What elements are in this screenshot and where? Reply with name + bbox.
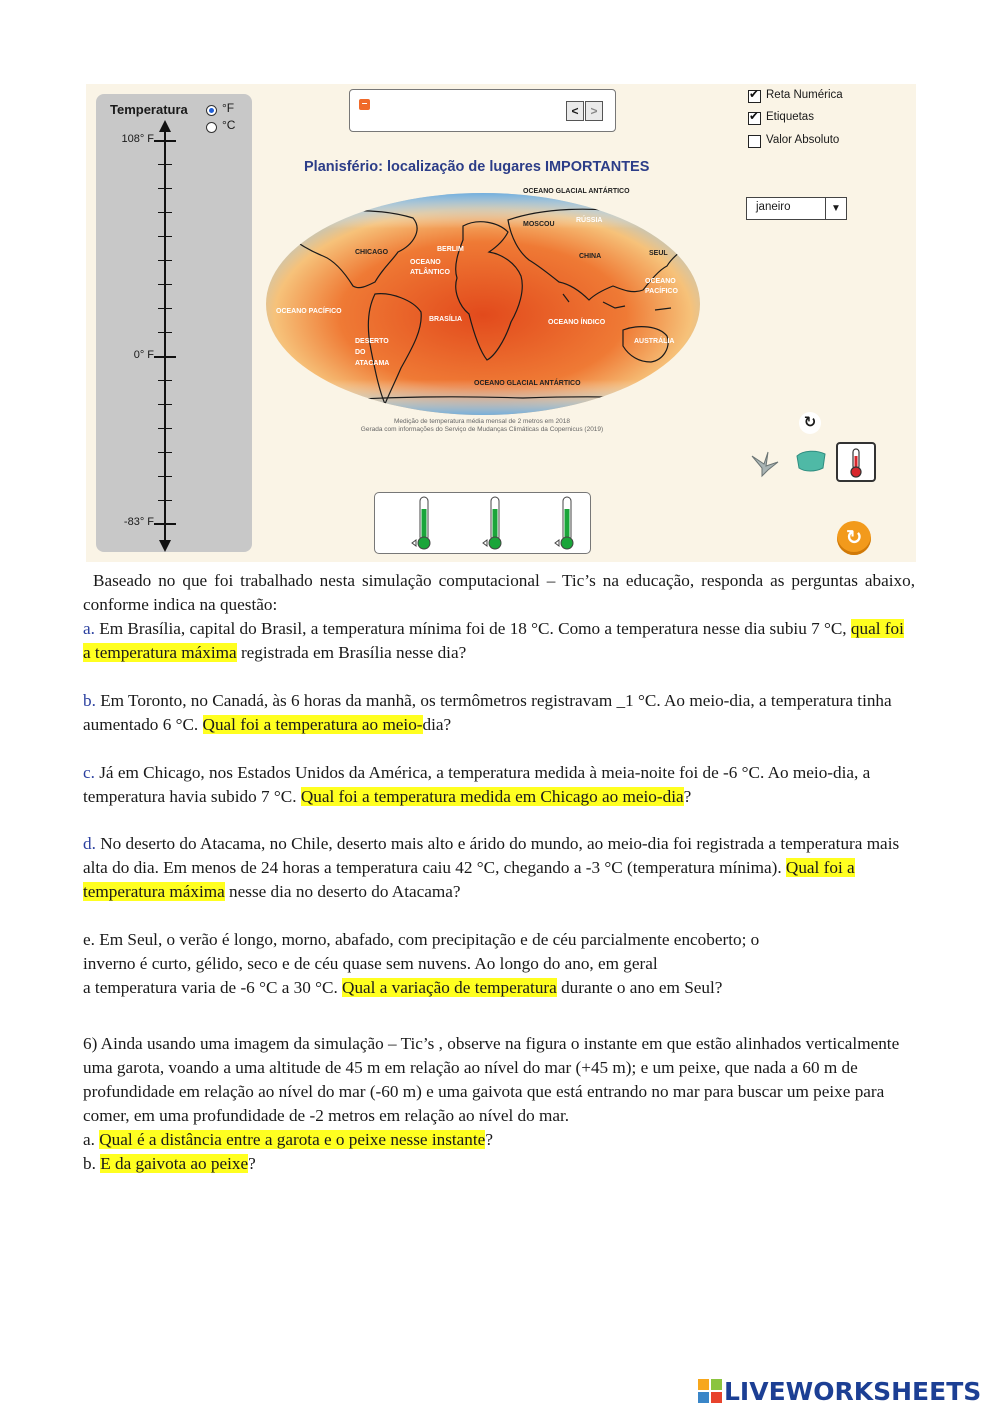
month-select[interactable] [746, 197, 847, 220]
map-label-atlantico: OCEANO ATLÂNTICO [410, 259, 450, 276]
map-label-antarctic: OCEANO GLACIAL ANTÁRTICO [474, 380, 581, 387]
reset-icon[interactable]: ↻ [837, 521, 871, 555]
axis-up-arrow-icon [159, 120, 171, 132]
question-c: c. Já em Chicago, nos Estados Unidos da América, a temperatura medida à meia-noite foi de -6 °C. Ao meio-dia, a temperatura havia subido 7 °C. Qual foi a temperatura medida em Chicago ao meio-dia? [83, 763, 871, 806]
month-select-value: janeiro [756, 201, 791, 213]
checkbox-absolute-value[interactable] [748, 135, 761, 148]
checkbox-label-absolute-value: Valor Absoluto [766, 134, 840, 146]
tick-top [154, 140, 176, 142]
tick-label-bottom: -83° F [123, 516, 154, 528]
next-button[interactable]: > [585, 101, 603, 121]
tick-label-zero: 0° F [133, 349, 154, 361]
question-e: e. Em Seul, o verão é longo, morno, abafado, com precipitação e de céu parcialmente encoberto; o inverno é curto, gélido, seco e de céu quase sem nuvens. Ao longo do ano, em geral a temperatura varia de -6 °C a 30 °C. Qual a variação de temperatura durante o ano em Seul? [83, 930, 760, 997]
tick-label-top: 108° F [121, 133, 154, 145]
map-label-russia: RÚSSIA [576, 217, 603, 224]
thermometers-tray [374, 492, 591, 554]
map-label-seul: SEUL [649, 250, 668, 257]
label-navigator [349, 89, 616, 132]
thermometer-1[interactable] [412, 497, 430, 549]
temperature-number-line-panel [96, 94, 252, 552]
intro-paragraph: Baseado no que foi trabalhado nesta simulação computacional – Tic’s na educação, responda as perguntas abaixo, conforme indica na questão: [83, 571, 915, 614]
checkbox-number-line[interactable] [748, 90, 761, 103]
question-e-answer-field[interactable]: Qual a variação de temperatura [342, 978, 557, 997]
tick-bottom [154, 523, 176, 525]
fahrenheit-radio[interactable] [206, 105, 217, 116]
map-label-brasilia: BRASÍLIA [429, 316, 463, 323]
thermometer-2[interactable] [483, 497, 501, 549]
question-c-answer-field[interactable]: Qual foi a temperatura medida em Chicago ao meio-dia [300, 787, 684, 806]
thermometer-3[interactable] [555, 497, 573, 549]
question-d-answer-field[interactable]: Qual foi a temperatura máxima [83, 858, 855, 901]
temperature-axis [164, 128, 166, 548]
water-icon[interactable] [793, 442, 829, 480]
axis-down-arrow-icon [159, 540, 171, 552]
map-caption: Medição de temperatura média mensal de 2 metros em 2018 Gerada com informações do Serviço de Mudanças Climáticas da Copernicus (2019) [360, 418, 604, 433]
map-label-indico: OCEANO ÍNDICO [548, 319, 606, 326]
chevron-down-icon: ▼ [825, 198, 846, 219]
map-label-australia: AUSTRÁLIA [634, 338, 675, 345]
checkbox-labels[interactable] [748, 112, 761, 125]
liveworksheets-brand: LIVEWORKSHEETS [724, 1377, 982, 1406]
question-b: b. Em Toronto, no Canadá, às 6 horas da manhã, os termômetros registravam _1 °C. Ao meio-dia, a temperatura tinha aumentado 6 °C. Qual foi a temperatura ao meio-dia? [83, 691, 892, 734]
temperature-title: Temperatura [110, 102, 188, 117]
collapse-button[interactable]: – [359, 99, 370, 110]
question-a-answer-field[interactable]: qual foi a temperatura máxima [83, 619, 904, 662]
map-label-pacifico-east: OCEANO PACÍFICO [645, 278, 678, 295]
question-a: a. Em Brasília, capital do Brasil, a temperatura mínima foi de 18 °C. Como a temperatura nesse dia subiu 7 °C, qual foi a temperatura máxima registrada em Brasília nesse dia? [83, 619, 904, 662]
celsius-radio[interactable] [206, 122, 217, 133]
map-label-atacama: DESERTO DO ATACAMA [355, 338, 390, 367]
question-d: d. No deserto do Atacama, no Chile, deserto mais alto e árido do mundo, ao meio-dia foi registrada a temperatura mais alta do dia. Em menos de 24 horas a temperatura caiu 42 °C, chegando a -3 °C (temperatura mínima). Qual foi a temperatura máxima nesse dia no deserto do Atacama? [83, 834, 900, 901]
map-label-china: CHINA [579, 253, 602, 260]
map-label-arctic: OCEANO GLACIAL ANTÁRTICO [523, 188, 630, 195]
tick-zero [154, 356, 176, 358]
map-label-chicago: CHICAGO [355, 249, 389, 256]
map-label-moscou: MOSCOU [523, 221, 555, 228]
checkbox-label-labels: Etiquetas [766, 111, 814, 123]
question-b-answer-field[interactable]: Qual foi a temperatura ao meio- [202, 715, 423, 734]
liveworksheets-logo [698, 1377, 981, 1407]
previous-button[interactable]: < [566, 101, 584, 121]
map-label-pacifico-west: OCEANO PACÍFICO [276, 308, 342, 315]
question-6a-answer-field[interactable]: Qual é a distância entre a garota e o peixe nesse instante [99, 1130, 486, 1149]
liveworksheets-mark-icon [698, 1379, 722, 1403]
map-label-berlim: BERLIM [437, 246, 464, 253]
fahrenheit-label: °F [222, 101, 235, 115]
question-6-body: 6) Ainda usando uma imagem da simulação – Tic’s , observe na figura o instante em que estão alinhados verticalmente uma garota, voando a uma altitude de 45 m em relação ao nível do mar (+45 m); e um peixe, que nada a 60 m de profundidade em relação ao nível do mar (-60 m) e uma gaivota que está entrando no mar para buscar um peixe para comer, em uma profundidade de -2 metros em relação ao nível do mar. [83, 1034, 900, 1125]
question-6b-answer-field[interactable]: E da gaivota ao peixe [100, 1154, 249, 1173]
simulation-panel [86, 84, 916, 562]
thermometers-row [375, 493, 590, 553]
checkbox-label-number-line: Reta Numérica [766, 89, 843, 101]
thermometer-icon[interactable] [836, 442, 876, 482]
celsius-label: °C [222, 118, 236, 132]
reload-icon[interactable]: ↻ [799, 412, 821, 434]
bird-icon[interactable] [748, 442, 784, 480]
map-title: Planisfério: localização de lugares IMPORTANTES [304, 159, 650, 175]
question-6: 6) Ainda usando uma imagem da simulação – Tic’s , observe na figura o instante em que estão alinhados verticalmente uma garota, voando a uma altitude de 45 m em relação ao nível do mar (+45 m); e um peixe, que nada a 60 m de profundidade em relação ao nível do mar (-60 m) e uma gaivota que está entrando no mar para buscar um peixe para comer, em uma profundidade de -2 metros em relação ao nível do mar. a. Qual é a distância entre a garota e o peixe nesse instante? b. E da gaivota ao peixe? [83, 1032, 915, 1176]
